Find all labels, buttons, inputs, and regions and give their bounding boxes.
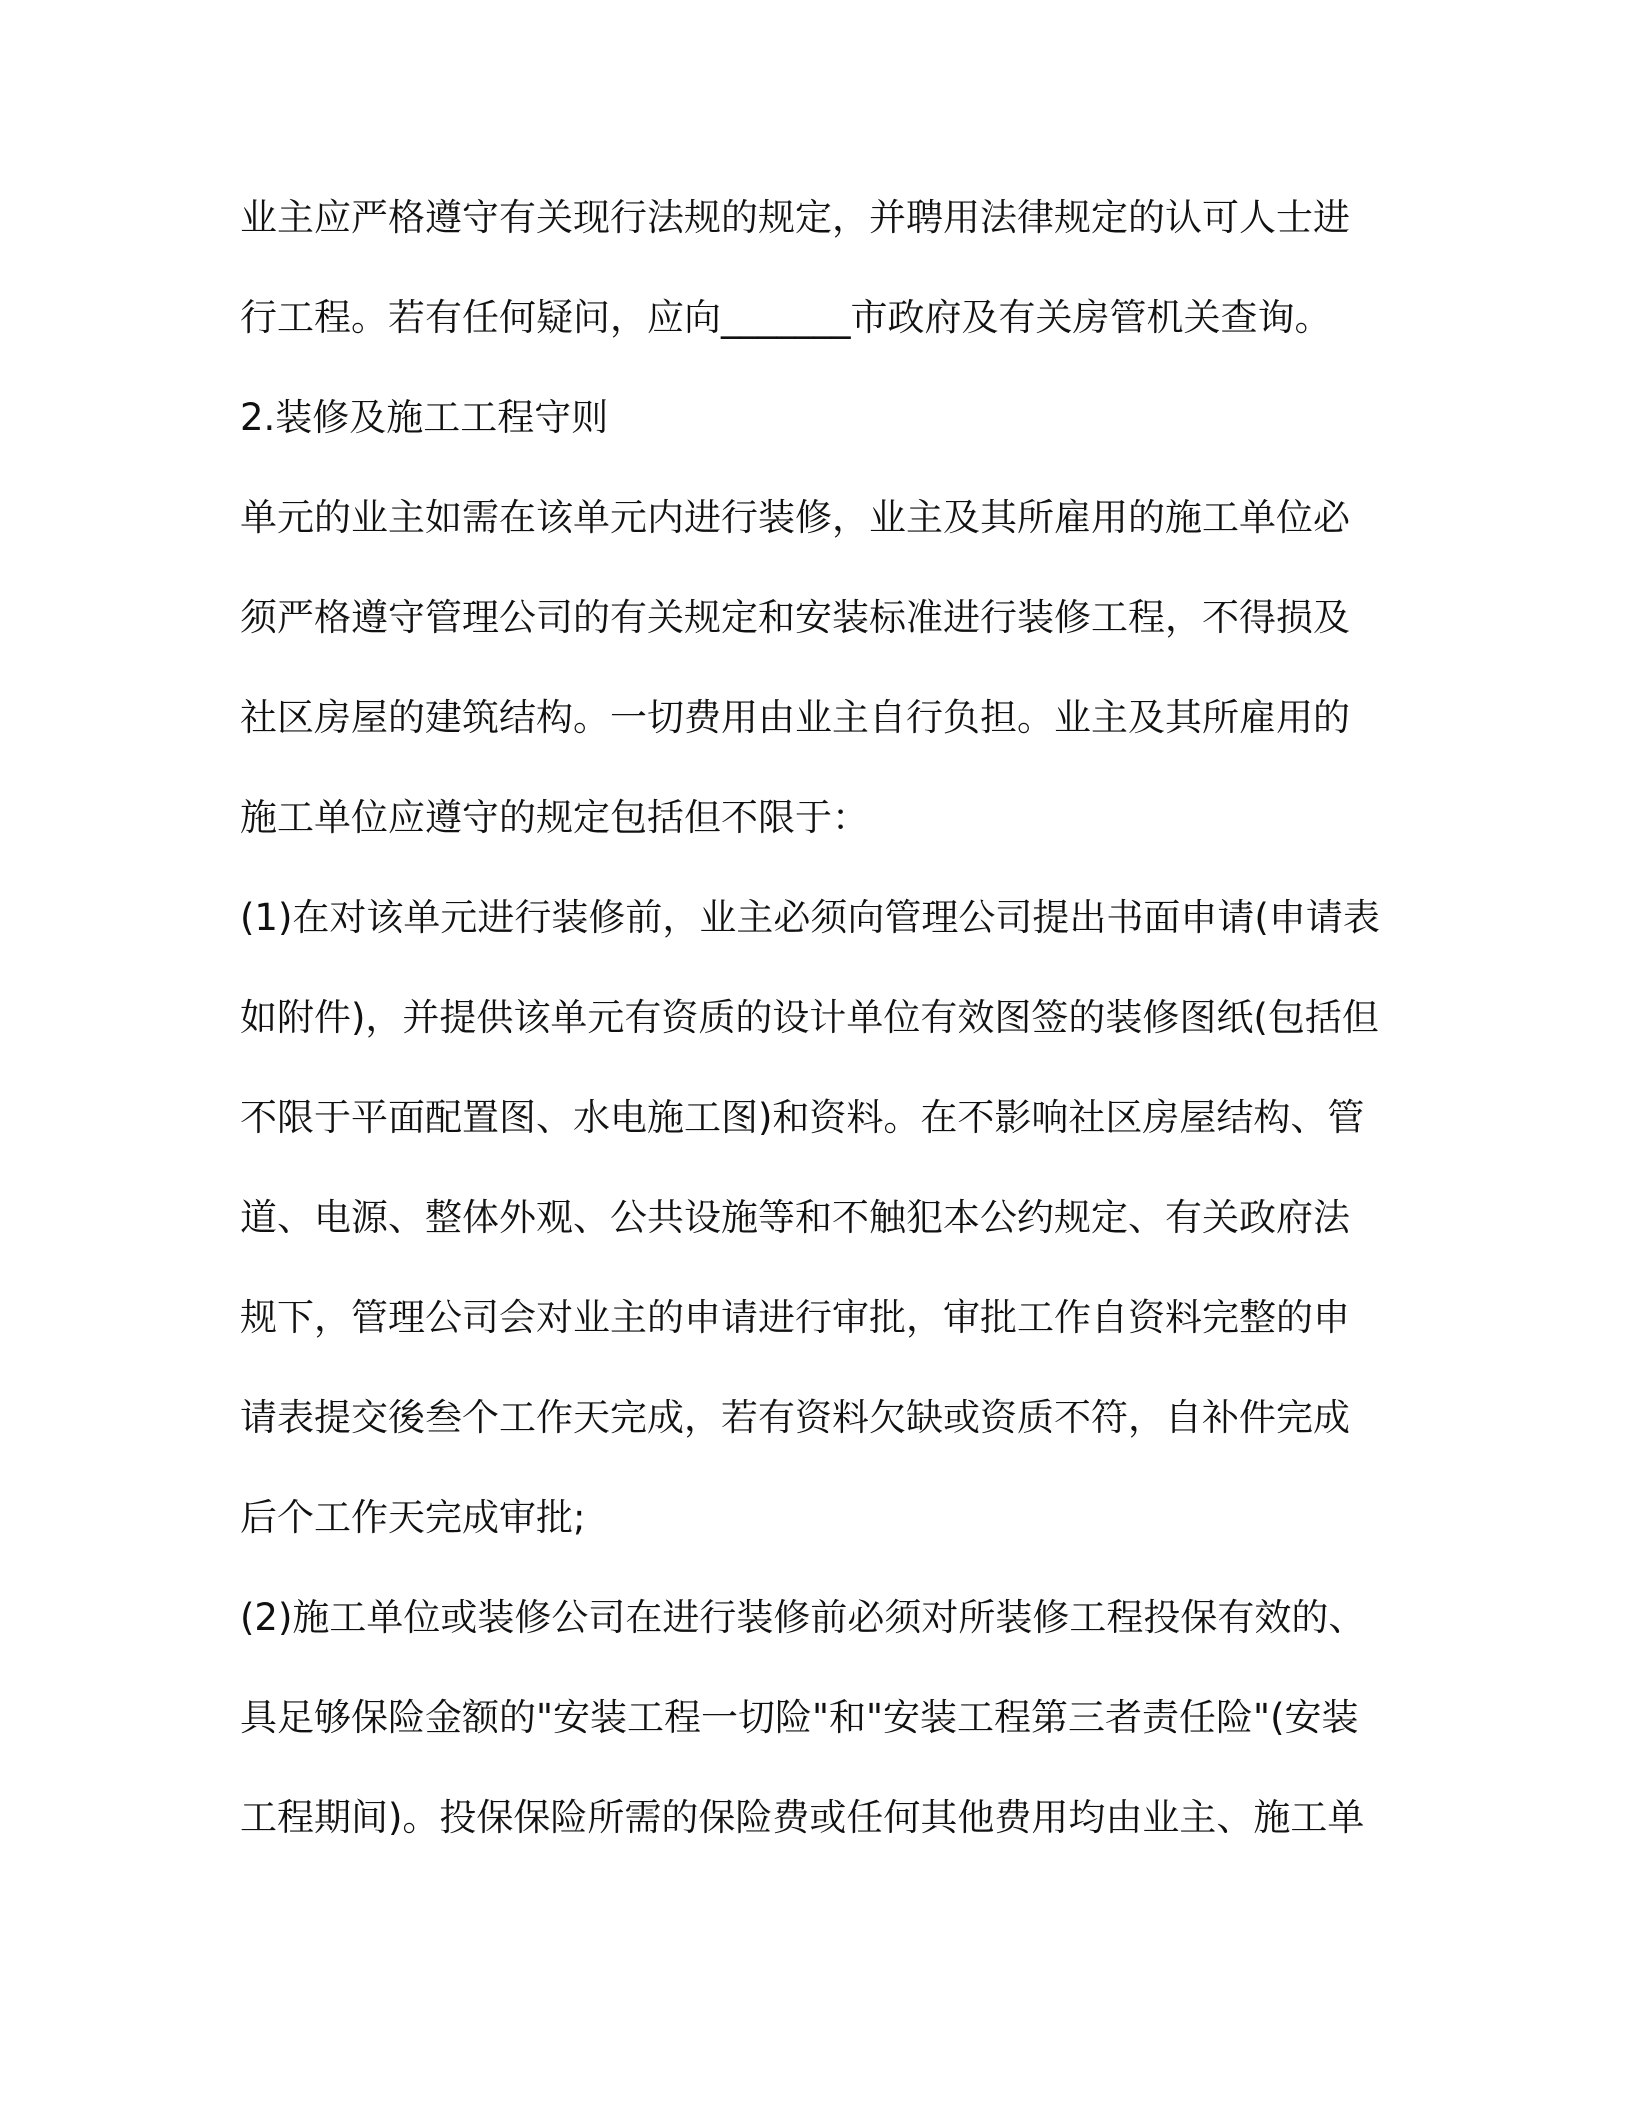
text-line: 业主应严格遵守有关现行法规的规定，并聘用法律规定的认可人士进 bbox=[240, 196, 1350, 239]
text-line: 施工单位应遵守的规定包括但不限于： bbox=[240, 796, 869, 839]
text-line: 后个工作天完成审批; bbox=[240, 1496, 586, 1539]
text-line: 社区房屋的建筑结构。一切费用由业主自行负担。业主及其所雇用的 bbox=[240, 696, 1350, 739]
text-line: 单元的业主如需在该单元内进行装修，业主及其所雇用的施工单位必 bbox=[240, 496, 1350, 539]
text-line: 道、电源、整体外观、公共设施等和不触犯本公约规定、有关政府法 bbox=[240, 1196, 1350, 1239]
text-line: 行工程。若有任何疑问，应向_______市政府及有关房管机关查询。 bbox=[240, 296, 1332, 339]
text-line: 请表提交後叁个工作天完成，若有资料欠缺或资质不符，自补件完成 bbox=[240, 1396, 1350, 1439]
text-line: (1)在对该单元进行装修前，业主必须向管理公司提出书面申请(申请表 bbox=[240, 896, 1380, 939]
text-line: 须严格遵守管理公司的有关规定和安装标准进行装修工程，不得损及 bbox=[240, 596, 1350, 639]
text-line: 不限于平面配置图、水电施工图)和资料。在不影响社区房屋结构、管 bbox=[240, 1096, 1365, 1139]
text-line: 具足够保险金额的"安装工程一切险"和"安装工程第三者责任险"(安装 bbox=[240, 1696, 1359, 1739]
document-body bbox=[240, 188, 1400, 1888]
section-heading: 2.装修及施工工程守则 bbox=[240, 396, 609, 439]
text-line: 工程期间)。投保保险所需的保险费或任何其他费用均由业主、施工单 bbox=[240, 1796, 1365, 1839]
text-line: (2)施工单位或装修公司在进行装修前必须对所装修工程投保有效的、 bbox=[240, 1596, 1366, 1639]
text-line: 如附件)，并提供该单元有资质的设计单位有效图签的装修图纸(包括但 bbox=[240, 996, 1379, 1039]
text-line: 规下，管理公司会对业主的申请进行审批，审批工作自资料完整的申 bbox=[240, 1296, 1350, 1339]
